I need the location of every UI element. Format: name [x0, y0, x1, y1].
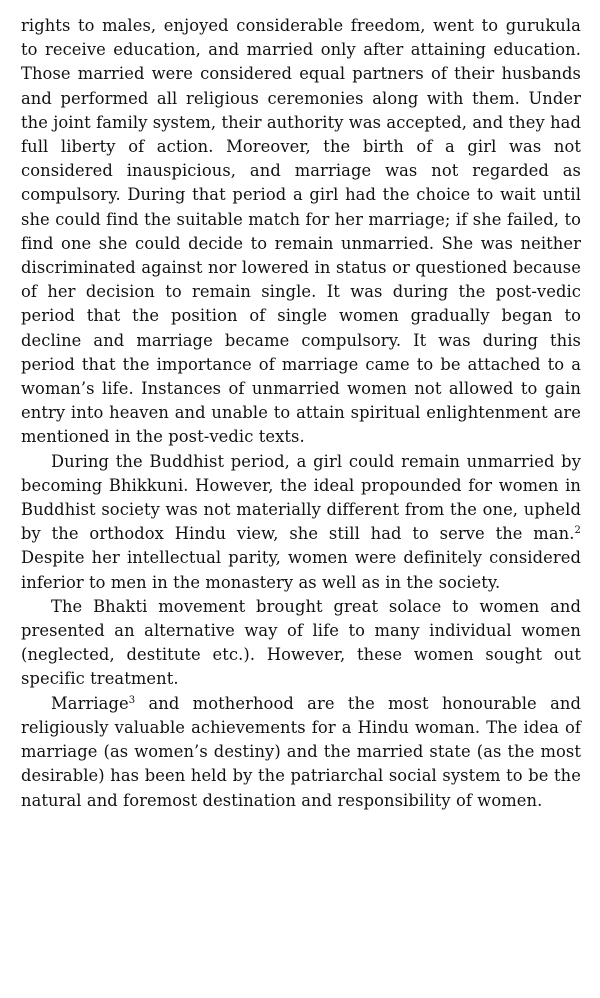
paragraph-marriage: [21, 692, 581, 813]
footnote-ref-2: 2: [574, 525, 581, 537]
paragraph-vedic-period: [21, 14, 581, 450]
paragraph-bhakti-movement: [21, 595, 581, 692]
paragraph-text: Marriage: [51, 693, 129, 713]
paragraph-buddhist-period: [21, 450, 581, 595]
paragraph-text: Despite her intellectual parity, women were definitely considered inferior to men in the monastery as well as in the society.: [21, 548, 581, 592]
paragraph-text: rights to males, enjoyed considerable freedom, went to gurukula to receive education, and married only after attaining education. Those married were considered equal partners of their husbands and performed all religious ceremonies along with them. Under the joint family system, their authority was accepted, and they had full liberty of action. Moreover, the birth of a girl was not considered inauspicious, and marriage was not regarded as compulsory. During that period a girl had the choice to wait until she could find the suitable match for her marriage; if she failed, to find one she could decide to remain unmarried. She was neither discriminated against nor lowered in status or questioned because of her decision to remain single. It was during the post-vedic period that the position of single women gradually began to decline and marriage became compulsory. It was during this period that the importance of marriage came to be attached to a woman’s life. Instances of unmarried women not allowed to gain entry into heaven and unable to attain spiritual enlightenment are mentioned in the post-vedic texts.: [21, 16, 581, 447]
paragraph-text: During the Buddhist period, a girl could remain unmarried by becoming Bhikkuni. However, the ideal propounded for women in Buddhist society was not materially different from the one, upheld by the orthodox Hindu view, she still had to serve the man.: [21, 451, 581, 544]
paragraph-text: The Bhakti movement brought great solace to women and presented an alternative way of life to many individual women (neglected, destitute etc.). However, these women sought out specific treatment.: [21, 596, 581, 689]
book-page: [21, 14, 581, 813]
paragraph-text: and motherhood are the most honourable and religiously valuable achievements for a Hindu woman. The idea of marriage (as women’s destiny) and the married state (as the most desirable) has been held by the patriarchal social system to be the natural and foremost destination and responsibility of women.: [21, 693, 581, 810]
footnote-ref-3: 3: [128, 694, 136, 706]
